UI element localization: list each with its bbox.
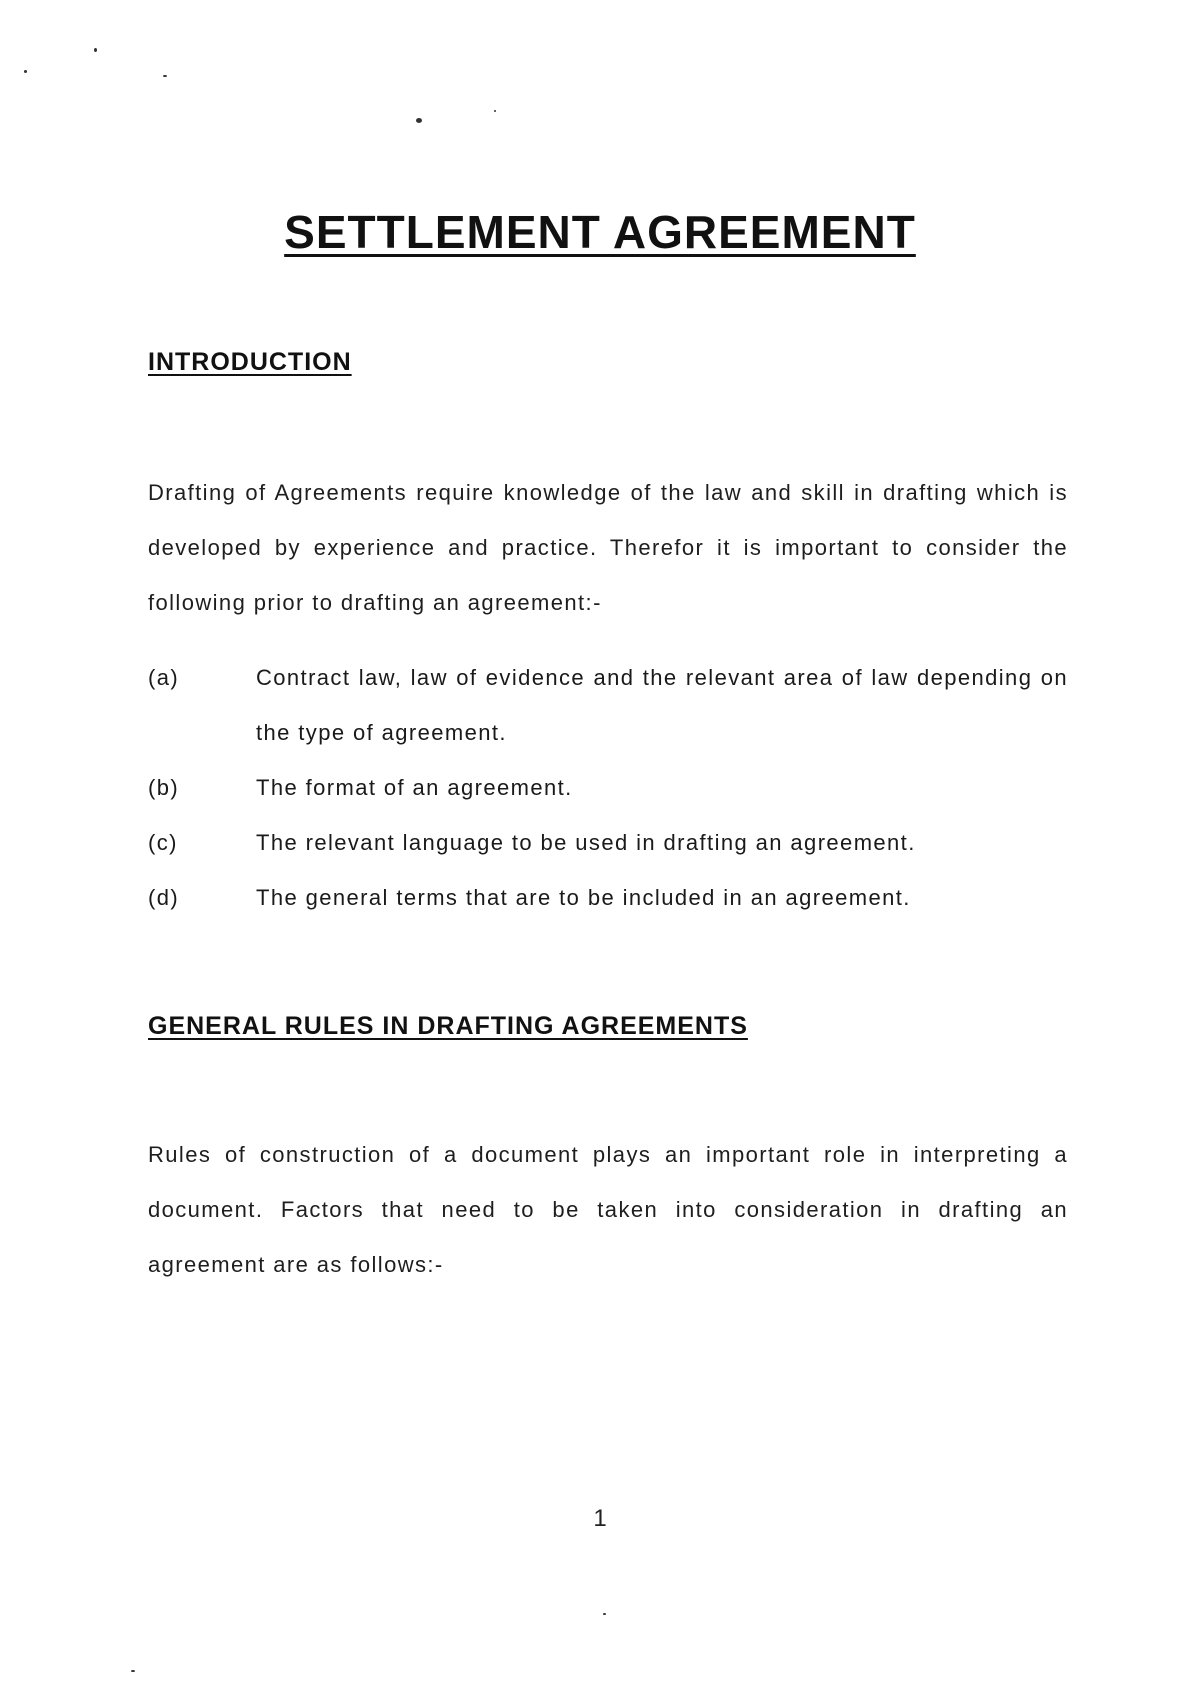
list-item-text: The format of an agreement. (256, 775, 573, 800)
scan-speck (94, 48, 97, 52)
list-item-marker: (b) (148, 775, 180, 800)
scan-speck (163, 75, 167, 77)
prerequisites-list (148, 650, 1068, 925)
page-number: 1 (593, 1505, 607, 1532)
scan-speck (494, 110, 496, 112)
list-item (148, 870, 1068, 925)
list-item (148, 760, 1068, 815)
scan-speck (131, 1670, 135, 1672)
list-item-text: Contract law, law of evidence and the relevant area of law depending on the type of agreement. (256, 665, 1068, 745)
list-item-text: The relevant language to be used in drafting an agreement. (256, 830, 916, 855)
introduction-paragraph: Drafting of Agreements require knowledge of the law and skill in drafting which is developed by experience and practice. Therefor it is important to consider the following prior to drafting an agreement:- (148, 480, 1068, 615)
section-heading-introduction: INTRODUCTION (148, 348, 352, 376)
list-item (148, 650, 1068, 760)
scan-speck (24, 70, 27, 73)
scan-speck (603, 1613, 606, 1615)
scan-speck (416, 118, 422, 123)
list-item-marker: (d) (148, 885, 180, 910)
list-item-text: The general terms that are to be included in an agreement. (256, 885, 911, 910)
list-item-marker: (c) (148, 830, 178, 855)
list-item (148, 815, 1068, 870)
list-item-marker: (a) (148, 665, 180, 690)
document-title (0, 205, 1200, 259)
general-rules-paragraph: Rules of construction of a document plays an important role in interpreting a document. Factors that need to be taken into consideration in drafting an agreement are as follows:- (148, 1142, 1068, 1277)
document-title-text: SETTLEMENT AGREEMENT (284, 206, 916, 258)
section-heading-general-rules: GENERAL RULES IN DRAFTING AGREEMENTS (148, 1012, 748, 1040)
